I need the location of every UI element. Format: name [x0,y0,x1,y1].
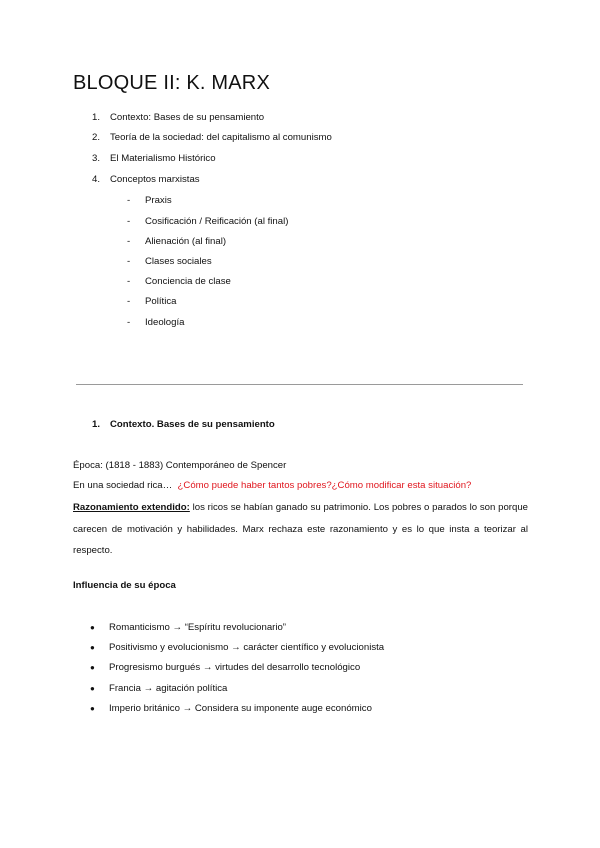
list-item-text: Progresismo burgués → virtudes del desarrollo tecnológico [109,662,361,673]
list-item-text: Imperio británico → Considera su imponente auge económico [109,703,372,714]
bullet-icon: ● [90,704,95,713]
bullet-icon: ● [90,623,95,632]
influence-heading: Influencia de su época [73,580,176,591]
toc-item-number: 3. [92,153,101,164]
page-title: BLOQUE II: K. MARX [73,72,270,94]
question-line [73,480,471,491]
toc-item-label: Contexto: Bases de su pensamiento [110,112,265,123]
toc-item [92,112,264,123]
dash-marker: - [127,195,131,206]
dash-marker: - [127,296,131,307]
concept-label: Conciencia de clase [145,276,231,287]
epoca-line: Época: (1818 - 1883) Contemporáneo de Spencer [73,460,287,471]
toc-item-label: El Materialismo Histórico [110,153,216,164]
concept-label: Praxis [145,195,172,206]
concept-label: Alienación (al final) [145,236,227,247]
list-item-text: Romanticismo → “Espíritu revolucionario” [109,622,287,633]
list-item-text: Positivismo y evolucionismo → carácter científico y evolucionista [109,642,385,653]
list-item-text: Francia → agitación política [109,683,228,694]
toc-item-number: 4. [92,174,101,185]
concept-label: Cosificación / Reificación (al final) [145,216,289,227]
bullet-icon: ● [90,684,95,693]
concept-item [127,216,288,227]
toc-item-number: 2. [92,132,101,143]
list-item [90,683,227,694]
toc-item [92,174,200,185]
reasoning-text: los ricos se habían ganado su patrimonio. Los pobres o parados lo son porque carecen de motivación y habilidades. Marx rechaza este razonamiento y es lo que insta a teorizar al respecto. [73,502,528,556]
bullet-icon: ● [90,643,95,652]
concept-item [127,296,176,307]
toc-item-number: 1. [92,112,101,123]
list-item [90,642,384,653]
dash-marker: - [127,216,131,227]
list-item [90,622,286,633]
bullet-icon: ● [90,663,95,672]
dash-marker: - [127,236,131,247]
section-heading [92,419,275,430]
concept-item [127,256,212,267]
toc-item [92,153,216,164]
concept-item [127,195,172,206]
list-item [90,662,360,673]
reasoning-label: Razonamiento extendido: [73,502,190,513]
concept-label: Ideología [145,317,185,328]
dash-marker: - [127,276,131,287]
reasoning-paragraph [73,497,528,562]
toc-item [92,132,332,143]
concept-item [127,276,231,287]
concept-item [127,236,226,247]
dash-marker: - [127,317,131,328]
toc-item-label: Conceptos marxistas [110,174,200,185]
list-item [90,703,372,714]
concept-label: Política [145,296,177,307]
concept-label: Clases sociales [145,256,212,267]
dash-marker: - [127,256,131,267]
section-number: 1. [92,419,101,430]
toc-item-label: Teoría de la sociedad: del capitalismo al comunismo [110,132,332,143]
concept-item [127,317,184,328]
question-prefix: En una sociedad rica… [73,480,173,491]
section-title-text: Contexto. Bases de su pensamiento [110,419,275,430]
question-highlight: ¿Cómo puede haber tantos pobres?¿Cómo modificar esta situación? [177,480,472,491]
horizontal-divider [76,384,523,385]
